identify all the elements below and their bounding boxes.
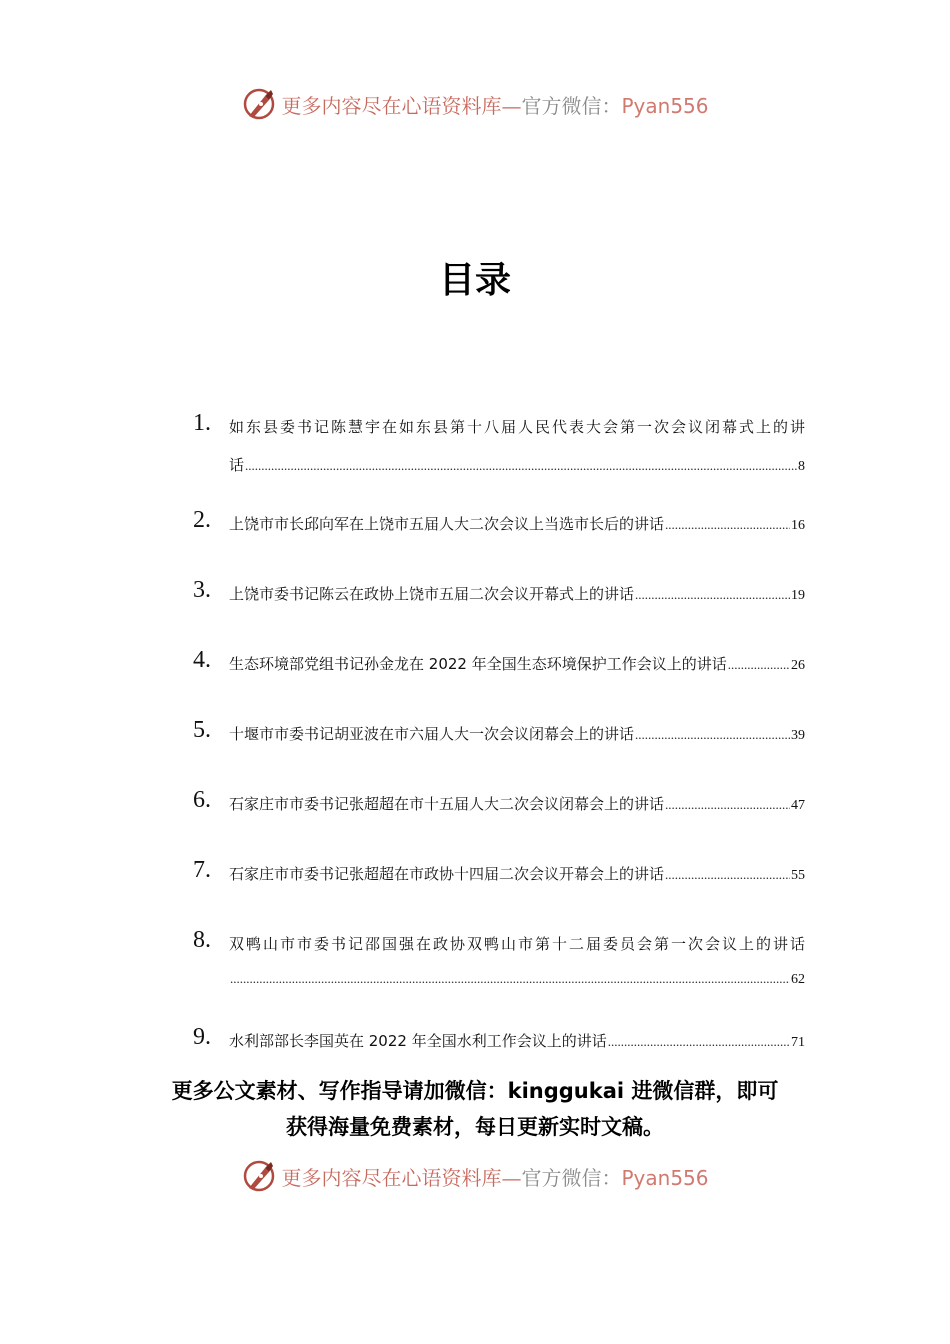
page-title: 目录 [438, 260, 511, 301]
toc-number: 8. [193, 927, 211, 953]
watermark-official-text: 官方微信： [521, 93, 622, 118]
toc-leader-dots [635, 727, 790, 743]
toc-title: 水利部部长李国英在 2022 年全国水利工作会议上的讲话 [229, 1032, 607, 1050]
toc-number: 4. [193, 647, 211, 673]
watermark-official-text: 官方微信： [521, 1165, 622, 1190]
toc-leader-dots [245, 458, 797, 474]
toc-page-number: 8 [798, 459, 805, 474]
toc-page-number: 71 [791, 1035, 805, 1050]
toc-leader-dots [728, 657, 790, 673]
watermark-site-text: 更多内容尽在心语资料库 [281, 93, 502, 118]
toc-number: 2. [193, 507, 211, 533]
toc-title: 十堰市市委书记胡亚波在市六届人大一次会议闭幕会上的讲话 [229, 725, 635, 743]
pen-nib-logo-icon [241, 86, 277, 122]
watermark-banner-bottom [0, 1154, 950, 1198]
promo-line-1: 更多公文素材、写作指导请加微信：kinggukai 进微信群，即可 [171, 1079, 779, 1103]
watermark-wechat-id: Pyan556 [621, 93, 709, 118]
pen-nib-logo-icon [241, 1158, 277, 1194]
toc-title: 双鸭山市市委书记邵国强在政协双鸭山市第十二届委员会第一次会议上的讲话 [229, 935, 805, 953]
toc-title: 石家庄市市委书记张超超在市政协十四届二次会议开幕会上的讲话 [229, 865, 665, 883]
toc-number: 3. [193, 577, 211, 603]
toc-leader-dots [230, 971, 790, 987]
watermark-text [281, 90, 708, 119]
watermark-dash: — [501, 93, 522, 118]
watermark-site-text: 更多内容尽在心语资料库 [281, 1165, 502, 1190]
toc-title: 如东县委书记陈慧宇在如东县第十八届人民代表大会第一次会议闭幕式上的讲 [229, 418, 805, 436]
watermark-dash: — [501, 1165, 522, 1190]
toc-title: 上饶市委书记陈云在政协上饶市五届二次会议开幕式上的讲话 [229, 585, 635, 603]
toc-page-number: 16 [791, 518, 805, 533]
toc-page-number: 39 [791, 728, 805, 743]
toc-page-number: 55 [791, 868, 805, 883]
toc-leader-dots [665, 867, 790, 883]
toc-title: 上饶市市长邱向军在上饶市五届人大二次会议上当选市长后的讲话 [229, 515, 665, 533]
watermark-text [281, 1162, 708, 1191]
toc-leader-dots [665, 797, 790, 813]
watermark-wechat-id: Pyan556 [621, 1165, 709, 1190]
promo-line-2: 获得海量免费素材，每日更新实时文稿。 [286, 1115, 664, 1139]
toc-title: 生态环境部党组书记孙金龙在 2022 年全国生态环境保护工作会议上的讲话 [229, 655, 727, 673]
toc-leader-dots [608, 1034, 790, 1050]
toc-page-number: 19 [791, 588, 805, 603]
toc-title: 石家庄市市委书记张超超在市十五届人大二次会议闭幕会上的讲话 [229, 795, 665, 813]
toc-page-number: 47 [791, 798, 805, 813]
toc-number: 1. [193, 410, 211, 436]
watermark-banner-top [0, 82, 950, 126]
toc-number: 6. [193, 787, 211, 813]
promo-text [0, 1073, 950, 1145]
toc-number: 9. [193, 1024, 211, 1050]
toc-page-number: 62 [791, 972, 805, 987]
toc-page-number: 26 [791, 658, 805, 673]
toc-leader-dots [665, 517, 790, 533]
toc-number: 7. [193, 857, 211, 883]
toc-title-continued: 话 [229, 456, 245, 474]
toc-leader-dots [635, 587, 790, 603]
toc-number: 5. [193, 717, 211, 743]
